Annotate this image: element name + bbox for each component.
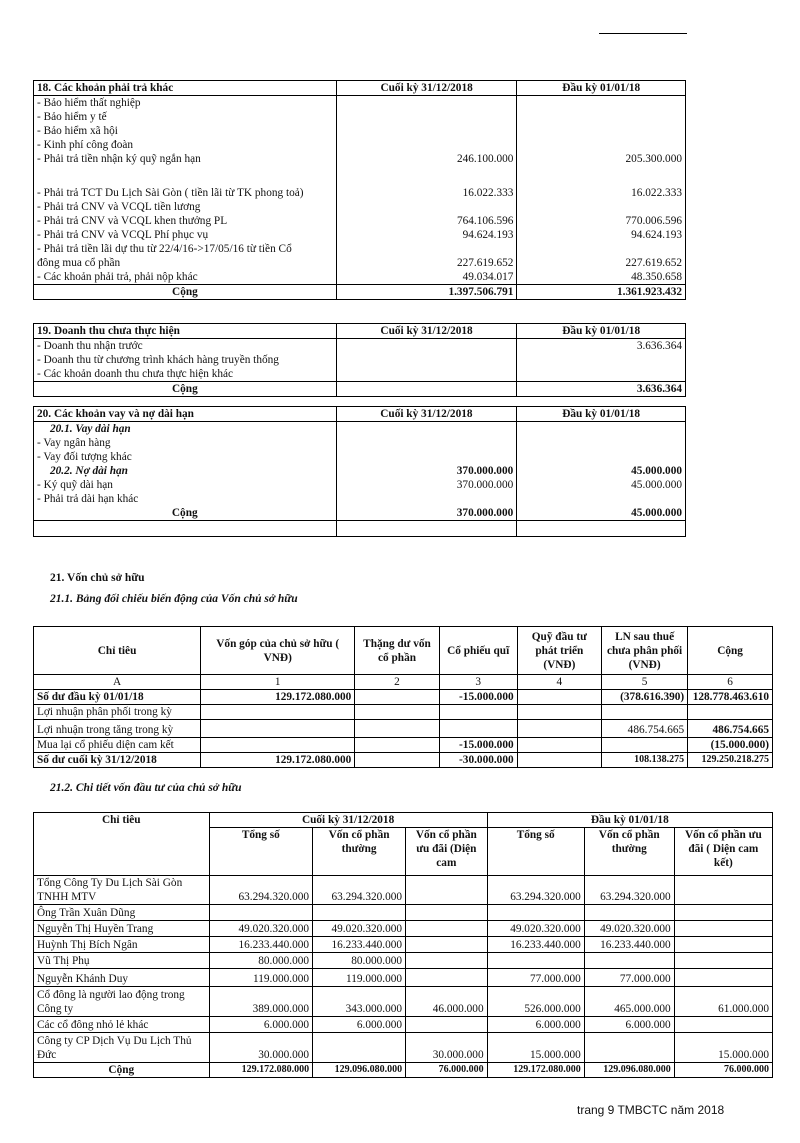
total-row <box>34 506 686 521</box>
table-header <box>34 627 773 675</box>
row-cell <box>313 905 406 921</box>
row-cell <box>406 953 488 969</box>
table-row <box>34 464 686 478</box>
row-end <box>336 110 517 124</box>
index-row <box>34 675 773 690</box>
row-end <box>336 138 517 152</box>
header-col: Vốn góp của chủ sở hữu ( VNĐ) <box>201 627 355 675</box>
header-title: 19. Doanh thu chưa thực hiện <box>34 324 337 339</box>
row-cell: -30.000.000 <box>439 753 517 768</box>
row-label: Nguyễn Thị Huyền Trang <box>34 921 210 937</box>
table-long-term-loans <box>33 406 686 537</box>
header-group-begin: Đầu kỳ 01/01/18 <box>487 813 772 828</box>
table-row <box>34 166 686 186</box>
header-col: Vốn cổ phần ưu đãi ( Diện cam kết) <box>674 828 772 876</box>
total-end: 370.000.000 <box>336 506 517 521</box>
row-cell <box>602 738 688 753</box>
table-row <box>34 876 773 905</box>
row-label: Mua lại cổ phiếu diện cam kết <box>34 738 201 753</box>
table-owner-investment-detail <box>33 812 773 1078</box>
row-label: Vũ Thị Phụ <box>34 953 210 969</box>
table-row <box>34 450 686 464</box>
row-cell: 15.000.000 <box>487 1033 584 1063</box>
row-end <box>336 450 517 464</box>
row-cell <box>355 753 439 768</box>
row-label: - Phải trả CNV và VCQL tiền lương <box>34 200 337 214</box>
row-cell: 30.000.000 <box>406 1033 488 1063</box>
table-row <box>34 96 686 111</box>
row-cell <box>201 738 355 753</box>
row-label: - Phải trả tiền nhận ký quỹ ngắn hạn <box>34 152 337 166</box>
section-subtitle-21-1: 21.1. Bảng đối chiếu biến động của Vốn chủ sở hữu <box>50 593 298 605</box>
row-cell <box>406 937 488 953</box>
table-row <box>34 242 686 256</box>
table-row <box>34 422 686 437</box>
header-end: Cuối kỳ 31/12/2018 <box>336 81 517 96</box>
row-label: - Phải trả CNV và VCQL khen thưởng PL <box>34 214 337 228</box>
total-begin: 3.636.364 <box>517 382 686 397</box>
total-row <box>34 285 686 300</box>
table-other-payables <box>33 80 686 300</box>
row-cell: 119.000.000 <box>209 969 312 987</box>
row-cell: 6.000.000 <box>487 1017 584 1033</box>
index-cell: 2 <box>355 675 439 690</box>
row-end <box>336 242 517 256</box>
row-begin: 770.006.596 <box>517 214 686 228</box>
row-cell: 16.233.440.000 <box>209 937 312 953</box>
row-end: 370.000.000 <box>336 464 517 478</box>
header-col: Chỉ tiêu <box>34 627 201 675</box>
header-col: Thặng dư vốn cổ phần <box>355 627 439 675</box>
row-cell <box>313 1033 406 1063</box>
row-cell <box>674 969 772 987</box>
row-end: 227.619.652 <box>336 256 517 270</box>
row-label: - Bảo hiểm xã hội <box>34 124 337 138</box>
row-cell: 30.000.000 <box>209 1033 312 1063</box>
row-cell: 63.294.320.000 <box>313 876 406 905</box>
row-cell: 63.294.320.000 <box>209 876 312 905</box>
row-cell <box>674 921 772 937</box>
total-cell: 76.000.000 <box>406 1063 488 1078</box>
row-label: - Vay đối tượng khác <box>34 450 337 464</box>
header-end: Cuối kỳ 31/12/2018 <box>336 324 517 339</box>
row-end: 764.106.596 <box>336 214 517 228</box>
index-cell: 4 <box>517 675 601 690</box>
row-label: - Các khoản doanh thu chưa thực hiện khác <box>34 367 337 382</box>
row-label: Tổng Công Ty Du Lịch Sài Gòn TNHH MTV <box>34 876 210 905</box>
row-cell <box>406 921 488 937</box>
row-label: - Phải trả tiền lãi dự thu từ 22/4/16->17/05/16 từ tiền Cổ <box>34 242 337 256</box>
row-cell <box>487 953 584 969</box>
row-cell <box>355 690 439 705</box>
row-end <box>336 367 517 382</box>
row-cell <box>674 905 772 921</box>
row-cell <box>517 738 601 753</box>
row-cell: 77.000.000 <box>487 969 584 987</box>
page-footer: trang 9 TMBCTC năm 2018 <box>577 1103 725 1117</box>
row-cell <box>517 720 601 738</box>
row-cell <box>355 705 439 720</box>
row-label: Số dư đầu kỳ 01/01/18 <box>34 690 201 705</box>
total-label: Cộng <box>34 506 337 521</box>
row-begin: 3.636.364 <box>517 339 686 354</box>
row-begin <box>517 138 686 152</box>
row-cell: 465.000.000 <box>584 987 674 1017</box>
row-cell: 49.020.320.000 <box>487 921 584 937</box>
table-row <box>34 186 686 200</box>
row-begin: 227.619.652 <box>517 256 686 270</box>
row-cell: -15.000.000 <box>439 690 517 705</box>
header-col: Vốn cổ phần ưu đãi (Diện cam <box>406 828 488 876</box>
table-row <box>34 969 773 987</box>
row-cell <box>209 905 312 921</box>
row-label <box>34 166 337 186</box>
table-row <box>34 152 686 166</box>
header-col: Tổng số <box>209 828 312 876</box>
table-row <box>34 270 686 285</box>
row-cell: 389.000.000 <box>209 987 312 1017</box>
row-label: Cổ đông là người lao động trong Công ty <box>34 987 210 1017</box>
row-end <box>336 353 517 367</box>
row-cell: 6.000.000 <box>584 1017 674 1033</box>
table-row <box>34 1017 773 1033</box>
row-cell <box>355 720 439 738</box>
row-cell: 63.294.320.000 <box>584 876 674 905</box>
row-cell: 129.250.218.275 <box>688 753 773 768</box>
row-cell: 16.233.440.000 <box>487 937 584 953</box>
row-begin: 45.000.000 <box>517 478 686 492</box>
total-label: Cộng <box>34 382 337 397</box>
total-cell: 129.172.080.000 <box>209 1063 312 1078</box>
index-cell: A <box>34 675 201 690</box>
table-row <box>34 937 773 953</box>
row-cell: 486.754.665 <box>688 720 773 738</box>
row-label: Lợi nhuận trong tăng trong kỳ <box>34 720 201 738</box>
table-row <box>34 228 686 242</box>
row-cell: 77.000.000 <box>584 969 674 987</box>
row-label: Công ty CP Dịch Vụ Du Lịch Thủ Đức <box>34 1033 210 1063</box>
table-row <box>34 690 773 705</box>
row-label: - Bảo hiểm y tế <box>34 110 337 124</box>
header-col: Tổng số <box>487 828 584 876</box>
row-end: 246.100.000 <box>336 152 517 166</box>
row-cell: 119.000.000 <box>313 969 406 987</box>
table-row <box>34 353 686 367</box>
row-begin <box>517 110 686 124</box>
row-begin <box>517 166 686 186</box>
row-begin <box>517 436 686 450</box>
row-end: 94.624.193 <box>336 228 517 242</box>
total-label: Cộng <box>34 1063 210 1078</box>
row-label: Ông Trần Xuân Dũng <box>34 905 210 921</box>
blank-row <box>34 521 686 537</box>
row-cell <box>439 720 517 738</box>
table-row <box>34 753 773 768</box>
row-begin: 48.350.658 <box>517 270 686 285</box>
header-group-end: Cuối kỳ 31/12/2018 <box>209 813 487 828</box>
row-begin <box>517 353 686 367</box>
table-header <box>34 81 686 96</box>
total-cell: 129.096.080.000 <box>584 1063 674 1078</box>
index-cell: 1 <box>201 675 355 690</box>
table-row <box>34 256 686 270</box>
row-label: - Bảo hiểm thất nghiệp <box>34 96 337 111</box>
row-begin <box>517 422 686 437</box>
row-cell <box>688 705 773 720</box>
row-cell: 526.000.000 <box>487 987 584 1017</box>
header-col: Vốn cổ phần thường <box>584 828 674 876</box>
table-row <box>34 738 773 753</box>
row-cell <box>584 953 674 969</box>
row-cell <box>674 953 772 969</box>
table-row <box>34 339 686 354</box>
table-row <box>34 214 686 228</box>
row-begin <box>517 450 686 464</box>
section-subtitle-21-2: 21.2. Chi tiết vốn đầu tư của chủ sở hữu <box>50 782 242 794</box>
row-cell: 49.020.320.000 <box>313 921 406 937</box>
row-label: 20.2. Nợ dài hạn <box>34 464 337 478</box>
row-end <box>336 166 517 186</box>
row-cell: 16.233.440.000 <box>584 937 674 953</box>
table-row <box>34 124 686 138</box>
table-row <box>34 705 773 720</box>
total-end: 1.397.506.791 <box>336 285 517 300</box>
row-end <box>336 200 517 214</box>
row-cell <box>674 876 772 905</box>
header-col: Chỉ tiêu <box>34 813 210 876</box>
row-label: Các cổ đông nhỏ lẻ khác <box>34 1017 210 1033</box>
row-cell: 15.000.000 <box>674 1033 772 1063</box>
total-label: Cộng <box>34 285 337 300</box>
row-cell: 49.020.320.000 <box>584 921 674 937</box>
row-cell <box>439 705 517 720</box>
header-begin: Đầu kỳ 01/01/18 <box>517 81 686 96</box>
row-end <box>336 124 517 138</box>
table-row <box>34 987 773 1017</box>
row-cell <box>487 905 584 921</box>
row-cell <box>517 753 601 768</box>
row-label: Số dư cuối kỳ 31/12/2018 <box>34 753 201 768</box>
row-cell <box>602 705 688 720</box>
header-begin: Đầu kỳ 01/01/18 <box>517 324 686 339</box>
row-begin: 16.022.333 <box>517 186 686 200</box>
table-row <box>34 436 686 450</box>
table-row <box>34 110 686 124</box>
row-cell: 61.000.000 <box>674 987 772 1017</box>
table-equity-changes <box>33 626 773 768</box>
header-col: Cộng <box>688 627 773 675</box>
row-end: 370.000.000 <box>336 478 517 492</box>
row-begin: 205.300.000 <box>517 152 686 166</box>
section-title-21: 21. Vốn chủ sở hữu <box>50 572 145 584</box>
row-end: 16.022.333 <box>336 186 517 200</box>
row-label: đông mua cổ phần <box>34 256 337 270</box>
row-cell: 129.172.080.000 <box>201 753 355 768</box>
row-begin <box>517 96 686 111</box>
header-end: Cuối kỳ 31/12/2018 <box>336 407 517 422</box>
row-begin <box>517 367 686 382</box>
row-cell: 46.000.000 <box>406 987 488 1017</box>
index-cell: 6 <box>688 675 773 690</box>
row-cell <box>584 1033 674 1063</box>
row-label: - Phải trả dài hạn khác <box>34 492 337 506</box>
row-cell: (15.000.000) <box>688 738 773 753</box>
row-label: - Phải trả TCT Du Lịch Sài Gòn ( tiền lãi từ TK phong toả) <box>34 186 337 200</box>
row-cell <box>674 1017 772 1033</box>
table-unearned-revenue <box>33 323 686 397</box>
row-label: - Doanh thu nhận trước <box>34 339 337 354</box>
row-cell <box>406 969 488 987</box>
table-header <box>34 324 686 339</box>
row-begin <box>517 200 686 214</box>
row-cell <box>355 738 439 753</box>
row-cell: 343.000.000 <box>313 987 406 1017</box>
total-cell: 76.000.000 <box>674 1063 772 1078</box>
table-header <box>34 813 773 828</box>
table-row <box>34 921 773 937</box>
row-cell: (378.616.390) <box>602 690 688 705</box>
row-cell <box>517 705 601 720</box>
row-cell: 80.000.000 <box>209 953 312 969</box>
row-label: - Kinh phí công đoàn <box>34 138 337 152</box>
row-cell <box>674 937 772 953</box>
row-cell <box>406 1017 488 1033</box>
row-cell: 16.233.440.000 <box>313 937 406 953</box>
row-begin: 94.624.193 <box>517 228 686 242</box>
table-row <box>34 953 773 969</box>
header-title: 20. Các khoản vay và nợ dài hạn <box>34 407 337 422</box>
row-cell: 80.000.000 <box>313 953 406 969</box>
total-row <box>34 1063 773 1078</box>
row-label: Lợi nhuận phân phối trong kỳ <box>34 705 201 720</box>
row-label: - Các khoản phải trả, phải nộp khác <box>34 270 337 285</box>
total-cell: 129.096.080.000 <box>313 1063 406 1078</box>
header-col: Vốn cổ phần thường <box>313 828 406 876</box>
row-end <box>336 96 517 111</box>
total-begin: 1.361.923.432 <box>517 285 686 300</box>
row-cell: 6.000.000 <box>209 1017 312 1033</box>
row-label: Huỳnh Thị Bích Ngân <box>34 937 210 953</box>
table-header <box>34 407 686 422</box>
row-begin <box>517 124 686 138</box>
row-cell: 63.294.320.000 <box>487 876 584 905</box>
index-cell: 5 <box>602 675 688 690</box>
row-label: - Phải trả CNV và VCQL Phí phục vụ <box>34 228 337 242</box>
row-cell <box>406 905 488 921</box>
row-end: 49.034.017 <box>336 270 517 285</box>
row-cell: 108.138.275 <box>602 753 688 768</box>
table-row <box>34 1033 773 1063</box>
table-row <box>34 367 686 382</box>
total-cell: 129.172.080.000 <box>487 1063 584 1078</box>
row-cell: 486.754.665 <box>602 720 688 738</box>
row-end <box>336 436 517 450</box>
row-cell <box>517 690 601 705</box>
row-cell: -15.000.000 <box>439 738 517 753</box>
row-cell: 129.172.080.000 <box>201 690 355 705</box>
row-end <box>336 422 517 437</box>
top-rule <box>599 33 687 34</box>
row-cell <box>406 876 488 905</box>
row-label: Nguyễn Khánh Duy <box>34 969 210 987</box>
row-begin <box>517 492 686 506</box>
total-row <box>34 382 686 397</box>
table-row <box>34 720 773 738</box>
row-label: - Vay ngân hàng <box>34 436 337 450</box>
row-cell: 6.000.000 <box>313 1017 406 1033</box>
row-end <box>336 339 517 354</box>
total-end <box>336 382 517 397</box>
table-row <box>34 492 686 506</box>
table-row <box>34 138 686 152</box>
row-cell: 128.778.463.610 <box>688 690 773 705</box>
row-label: 20.1. Vay dài hạn <box>34 422 337 437</box>
table-row <box>34 478 686 492</box>
row-cell: 49.020.320.000 <box>209 921 312 937</box>
row-cell <box>201 705 355 720</box>
row-label: - Ký quỹ dài hạn <box>34 478 337 492</box>
header-title: 18. Các khoản phải trả khác <box>34 81 337 96</box>
header-begin: Đầu kỳ 01/01/18 <box>517 407 686 422</box>
table-row <box>34 905 773 921</box>
header-col: Cổ phiếu quĩ <box>439 627 517 675</box>
index-cell: 3 <box>439 675 517 690</box>
header-col: Quỹ đầu tư phát triển (VNĐ) <box>517 627 601 675</box>
row-begin <box>517 242 686 256</box>
row-end <box>336 492 517 506</box>
row-begin: 45.000.000 <box>517 464 686 478</box>
row-cell <box>201 720 355 738</box>
header-col: LN sau thuế chưa phân phối (VNĐ) <box>602 627 688 675</box>
table-row <box>34 200 686 214</box>
row-label: - Doanh thu từ chương trình khách hàng truyền thống <box>34 353 337 367</box>
total-begin: 45.000.000 <box>517 506 686 521</box>
row-cell <box>584 905 674 921</box>
